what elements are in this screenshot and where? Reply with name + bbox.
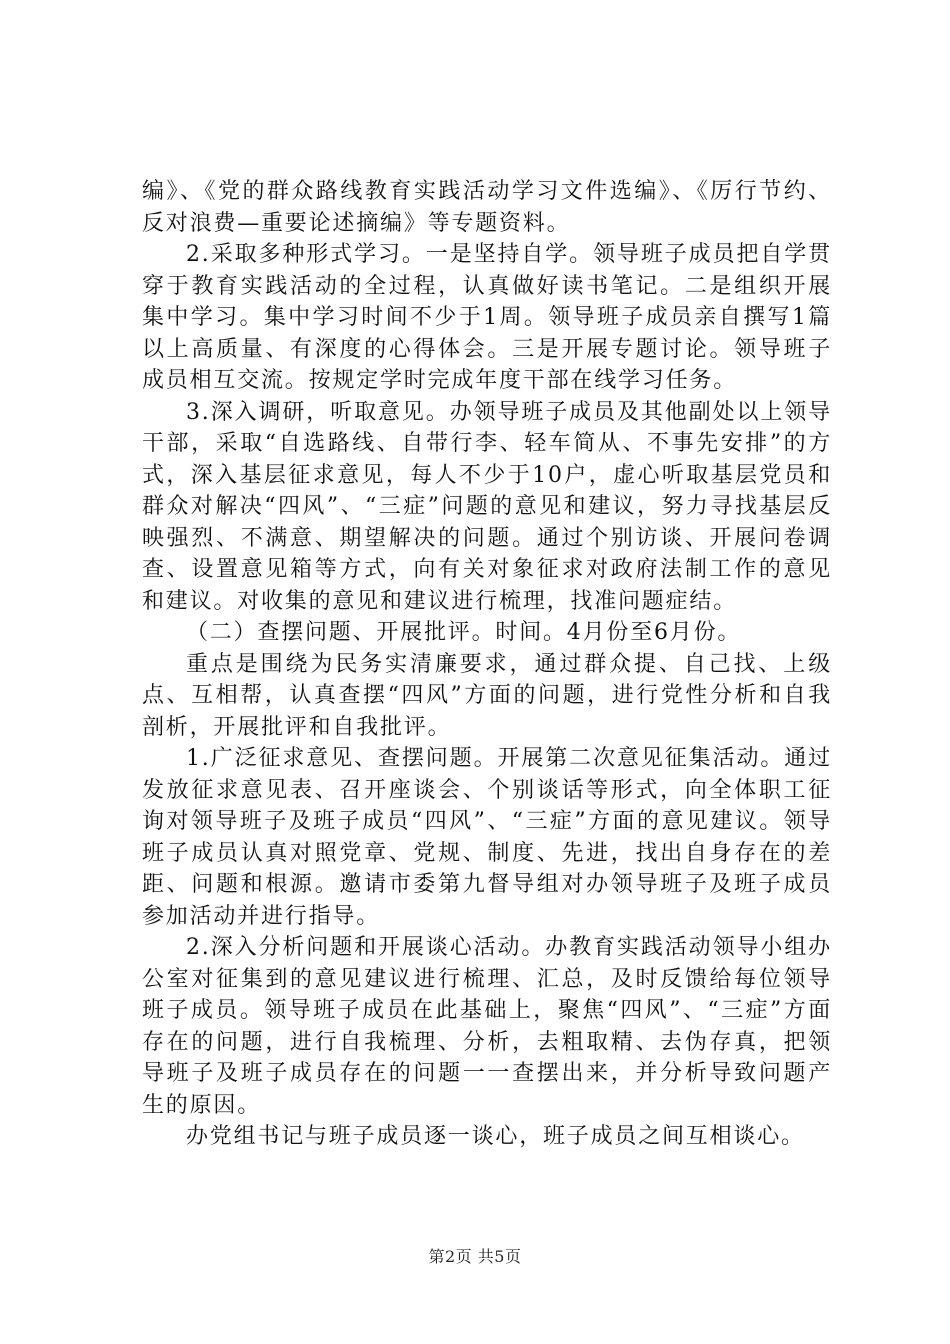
paragraph-talks: 办党组书记与班子成员逐一谈心，班子成员之间互相谈心。 [186,1124,805,1149]
paragraph-analysis: 2.深入分析问题和开展谈心活动。办教育实践活动领导小组办公室对征集到的意见建议进行梳理、汇总，及时反馈给每位领导班子成员。领导班子成员在此基础上，聚焦“四风”、“三症”方面存在的问题，进行自我梳理、分析，去粗取精、去伪存真，把领导班子及班子成员存在的问题一一查摆出来，并分析导致问题产生的原因。 [142,935,832,1118]
page-number-footer: 第2页 共5页 [428,1247,522,1266]
paragraph-research: 3.深入调研，听取意见。办领导班子成员及其他副处以上领导干部，采取“自选路线、自带行李、轻车简从、不事先安排”的方式，深入基层征求意见，每人不少于10户，虚心听取基层党员和群众对解决“四风”、“三症”问题的意见和建议，努力寻找基层反映强烈、不满意、期望解决的问题。通过个别访谈、开展问卷调查、设置意见箱等方式，向有关对象征求对政府法制工作的意见和建议。对收集的意见和建议进行梳理，找准问题症结。 [142,399,832,614]
paragraph-collect-opinions: 1.广泛征求意见、查摆问题。开展第二次意见征集活动。通过发放征求意见表、召开座谈会、个别谈话等形式，向全体职工征询对领导班子及班子成员“四风”、“三症”方面的意见建议。领导班子成员认真对照党章、党规、制度、先进，找出自身存在的差距、问题和根源。邀请市委第九督导组对办领导班子及班子成员参加活动并进行指导。 [142,746,832,929]
paragraph-focus: 重点是围绕为民务实清廉要求，通过群众提、自己找、上级点、互相帮，认真查摆“四风”方面的问题，进行党性分析和自我剖析，开展批评和自我批评。 [142,651,832,740]
paragraph-continuation: 编》、《党的群众路线教育实践活动学习文件选编》、《厉行节约、反对浪费—重要论述摘编》等专题资料。 [142,179,832,236]
paragraph-study-forms: 2.采取多种形式学习。一是坚持自学。领导班子成员把自学贯穿于教育实践活动的全过程，认真做好读书笔记。二是组织开展集中学习。集中学习时间不少于1周。领导班子成员亲自撰写1篇以上高质量、有深度的心得体会。三是开展专题讨论。领导班子成员相互交流。按规定学时完成年度干部在线学习任务。 [142,242,832,393]
document-body [142,176,832,1153]
section-heading-2: （二）查摆问题、开展批评。时间。4月份至6月份。 [186,620,742,645]
